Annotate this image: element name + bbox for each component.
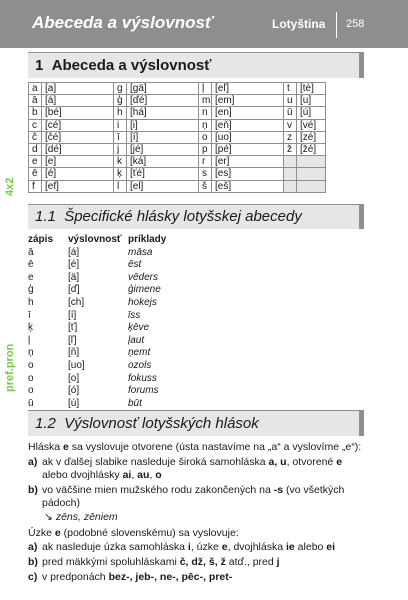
letter-cell: a <box>29 83 42 95</box>
alphabet-row <box>29 83 326 95</box>
pronunciation-cell: [ď] <box>68 284 80 296</box>
pronunciation-cell: [gä] <box>127 83 199 95</box>
pronunciation-cell: [eš] <box>212 180 284 192</box>
rule-a-open-e: a) ak v ďalšej slabike nasleduje široká samohláska a, u, otvorené e alebo dvojhlásky ai, au, o <box>28 456 343 481</box>
alphabet-row <box>29 143 326 155</box>
alphabet-row <box>29 95 326 107</box>
letter-cell: b <box>29 107 42 119</box>
pronunciation-cell: [i] <box>127 119 199 131</box>
specific-header-row <box>28 234 358 247</box>
pronunciation-cell: [dé] <box>42 143 114 155</box>
pronunciation-cell: [uo] <box>68 359 85 371</box>
example-cell: ķēve <box>128 322 150 334</box>
pronunciation-cell <box>297 180 326 192</box>
pronunciation-cell: [bé] <box>42 107 114 119</box>
letter-cell: ņ <box>199 119 212 131</box>
pronunciation-cell: [vé] <box>297 119 326 131</box>
letter-cell: r <box>199 156 212 168</box>
specific-row <box>28 284 358 297</box>
specific-row <box>28 297 358 310</box>
specific-row <box>28 322 358 335</box>
section-number: 1 <box>35 57 44 74</box>
specific-row <box>28 398 358 411</box>
header-title: Abeceda a výslovnosť <box>32 13 214 32</box>
pronunciation-cell: [eľ] <box>212 83 284 95</box>
pronunciation-cell: [eň] <box>212 119 284 131</box>
letter-cell: ļ <box>199 83 212 95</box>
letter-cell: ū <box>284 107 297 119</box>
letter-cell: i <box>114 119 127 131</box>
spelling-cell: ā <box>28 246 34 258</box>
letter-cell: z <box>284 131 297 143</box>
rule-a-narrow-e: a) ak nasleduje úzka samohláska i, úzke e, dvojhláska ie alebo ei <box>28 541 336 553</box>
pronunciation-cell: [pé] <box>212 143 284 155</box>
pronunciation-cell: [ch] <box>68 296 85 308</box>
letter-cell: j <box>114 143 127 155</box>
spelling-cell: ū <box>28 397 34 409</box>
specific-row <box>28 347 358 360</box>
example-cell: būt <box>128 397 142 409</box>
column-header-spelling: zápis <box>28 234 54 245</box>
letter-cell: f <box>29 180 42 192</box>
spelling-cell: ģ <box>28 284 34 296</box>
pronunciation-cell: [em] <box>212 95 284 107</box>
section-heading-1-1 <box>28 204 364 229</box>
pronunciation-cell: [a] <box>42 83 114 95</box>
letter-cell: ž <box>284 143 297 155</box>
header-language: Lotyština <box>272 17 326 31</box>
pronunciation-cell: [té] <box>297 83 326 95</box>
alphabet-table <box>28 82 326 193</box>
pronunciation-cell: [í] <box>68 309 77 321</box>
letter-cell: k <box>114 156 127 168</box>
example-line: ↘ zēns, zēniem <box>44 511 118 523</box>
specific-row <box>28 360 358 373</box>
letter-cell <box>284 156 297 168</box>
pronunciation-cell: [e] <box>42 156 114 168</box>
pronunciation-cell: [ľ] <box>68 334 77 346</box>
narrow-e-paragraph: Úzke e (podobné slovenskému) sa vyslovuje: <box>28 527 239 539</box>
letter-cell: d <box>29 143 42 155</box>
letter-cell: v <box>284 119 297 131</box>
example-cell: vēders <box>128 271 159 283</box>
pronunciation-cell: [á] <box>42 95 114 107</box>
specific-row <box>28 335 358 348</box>
example-cell: ļaut <box>128 334 145 346</box>
specific-row <box>28 310 358 323</box>
letter-cell: m <box>199 95 212 107</box>
spelling-cell: o <box>28 359 34 371</box>
header-separator <box>336 12 337 38</box>
pronunciation-cell: [é] <box>68 259 80 271</box>
letter-cell: ā <box>29 95 42 107</box>
example-cell: forums <box>128 385 159 397</box>
letter-cell: š <box>199 180 212 192</box>
alphabet-row <box>29 119 326 131</box>
pronunciation-cell: [ká] <box>127 156 199 168</box>
section-title: Výslovnosť lotyšských hlások <box>64 415 259 432</box>
spelling-cell: e <box>28 271 34 283</box>
pronunciation-cell: [í] <box>127 131 199 143</box>
spelling-cell: ņ <box>28 347 34 359</box>
specific-row <box>28 259 358 272</box>
letter-cell: c <box>29 119 42 131</box>
alphabet-row <box>29 180 326 192</box>
pronunciation-cell: [ef] <box>42 180 114 192</box>
side-label-pref-pron: pref.pron <box>4 343 16 392</box>
letter-cell: ē <box>29 168 42 180</box>
pronunciation-cell: [o] <box>68 372 80 384</box>
pronunciation-cell <box>297 168 326 180</box>
pronunciation-cell: [ďé] <box>127 95 199 107</box>
spelling-cell: ļ <box>28 334 31 346</box>
section-heading-1-2 <box>28 410 364 436</box>
spelling-cell: h <box>28 296 34 308</box>
pronunciation-cell: [ťé] <box>127 168 199 180</box>
specific-row <box>28 272 358 285</box>
letter-cell: o <box>199 131 212 143</box>
example-cell: hokejs <box>128 296 157 308</box>
letter-cell <box>284 180 297 192</box>
example-cell: māsa <box>128 246 153 258</box>
letter-cell: p <box>199 143 212 155</box>
letter-cell: ī <box>114 131 127 143</box>
section-heading-1 <box>28 52 364 78</box>
pronunciation-cell: [en] <box>212 107 284 119</box>
column-header-pronunciation: výslovnosť <box>68 234 122 245</box>
pronunciation-cell: [er] <box>212 156 284 168</box>
arrow-icon: ↘ <box>44 511 53 523</box>
example-cell: fokuss <box>128 372 157 384</box>
rule-b-open-e: b) vo väčšine mien mužského rodu zakončených na -s (vo všetkých pádoch) <box>28 484 345 509</box>
letter-cell: l <box>114 180 127 192</box>
pronunciation-cell: [čé] <box>42 131 114 143</box>
spelling-cell: o <box>28 372 34 384</box>
section-title: Špecifické hlásky lotyšskej abecedy <box>64 208 302 225</box>
spelling-cell: o <box>28 385 34 397</box>
alphabet-row <box>29 107 326 119</box>
pronunciation-cell: [žé] <box>297 143 326 155</box>
example-cell: ņemt <box>128 347 151 359</box>
pronunciation-cell: [jé] <box>127 143 199 155</box>
pronunciation-cell: [u] <box>297 95 326 107</box>
letter-cell: h <box>114 107 127 119</box>
pronunciation-cell: [ť] <box>68 322 78 334</box>
section-number: 1.1 <box>35 208 56 225</box>
example-cell: ģimene <box>128 284 161 296</box>
rule-b-narrow-e: b) pred mäkkými spoluhláskami č, dž, š, ž atď., pred j <box>28 556 280 568</box>
letter-cell: e <box>29 156 42 168</box>
intro-paragraph: Hláska e sa vyslovuje otvorene (ústa nastavíme na „a“ a vyslovíme „e“): <box>28 441 362 453</box>
letter-cell: č <box>29 131 42 143</box>
pronunciation-cell: [é] <box>42 168 114 180</box>
letter-cell: g <box>114 83 127 95</box>
column-header-examples: príklady <box>128 234 167 245</box>
section-title: Abeceda a výslovnosť <box>51 57 212 74</box>
letter-cell: s <box>199 168 212 180</box>
spelling-cell: ī <box>28 309 31 321</box>
page-header <box>0 0 408 48</box>
pronunciation-cell: [ú] <box>68 397 80 409</box>
letter-cell <box>284 168 297 180</box>
section-number: 1.2 <box>35 415 56 432</box>
pronunciation-cell: [ä] <box>68 271 80 283</box>
pronunciation-cell: [ó] <box>68 385 80 397</box>
pronunciation-cell: [el] <box>127 180 199 192</box>
specific-row <box>28 385 358 398</box>
specific-row <box>28 373 358 386</box>
spelling-cell: ē <box>28 259 34 271</box>
pronunciation-cell: [zé] <box>297 131 326 143</box>
spelling-cell: ķ <box>28 322 33 334</box>
rule-c-narrow-e: c) v predponách bez-, jeb-, ne-, pēc-, pret- <box>28 571 233 583</box>
alphabet-row <box>29 131 326 143</box>
letter-cell: n <box>199 107 212 119</box>
specific-sounds-table <box>28 234 358 410</box>
alphabet-row <box>29 156 326 168</box>
side-label-audio-4x2: 4x2 <box>4 177 16 196</box>
pronunciation-cell <box>297 156 326 168</box>
letter-cell: u <box>284 95 297 107</box>
page-number: 258 <box>346 18 365 30</box>
pronunciation-cell: [ň] <box>68 347 80 359</box>
specific-row <box>28 247 358 260</box>
example-cell: īss <box>128 309 141 321</box>
pronunciation-cell: [cé] <box>42 119 114 131</box>
alphabet-row <box>29 168 326 180</box>
pronunciation-cell: [uo] <box>212 131 284 143</box>
example-cell: ēst <box>128 259 142 271</box>
letter-cell: ķ <box>114 168 127 180</box>
letter-cell: ģ <box>114 95 127 107</box>
pronunciation-cell: [há] <box>127 107 199 119</box>
pronunciation-cell: [á] <box>68 246 80 258</box>
pronunciation-cell: [ú] <box>297 107 326 119</box>
example-cell: ozols <box>128 359 152 371</box>
pronunciation-cell: [es] <box>212 168 284 180</box>
letter-cell: t <box>284 83 297 95</box>
